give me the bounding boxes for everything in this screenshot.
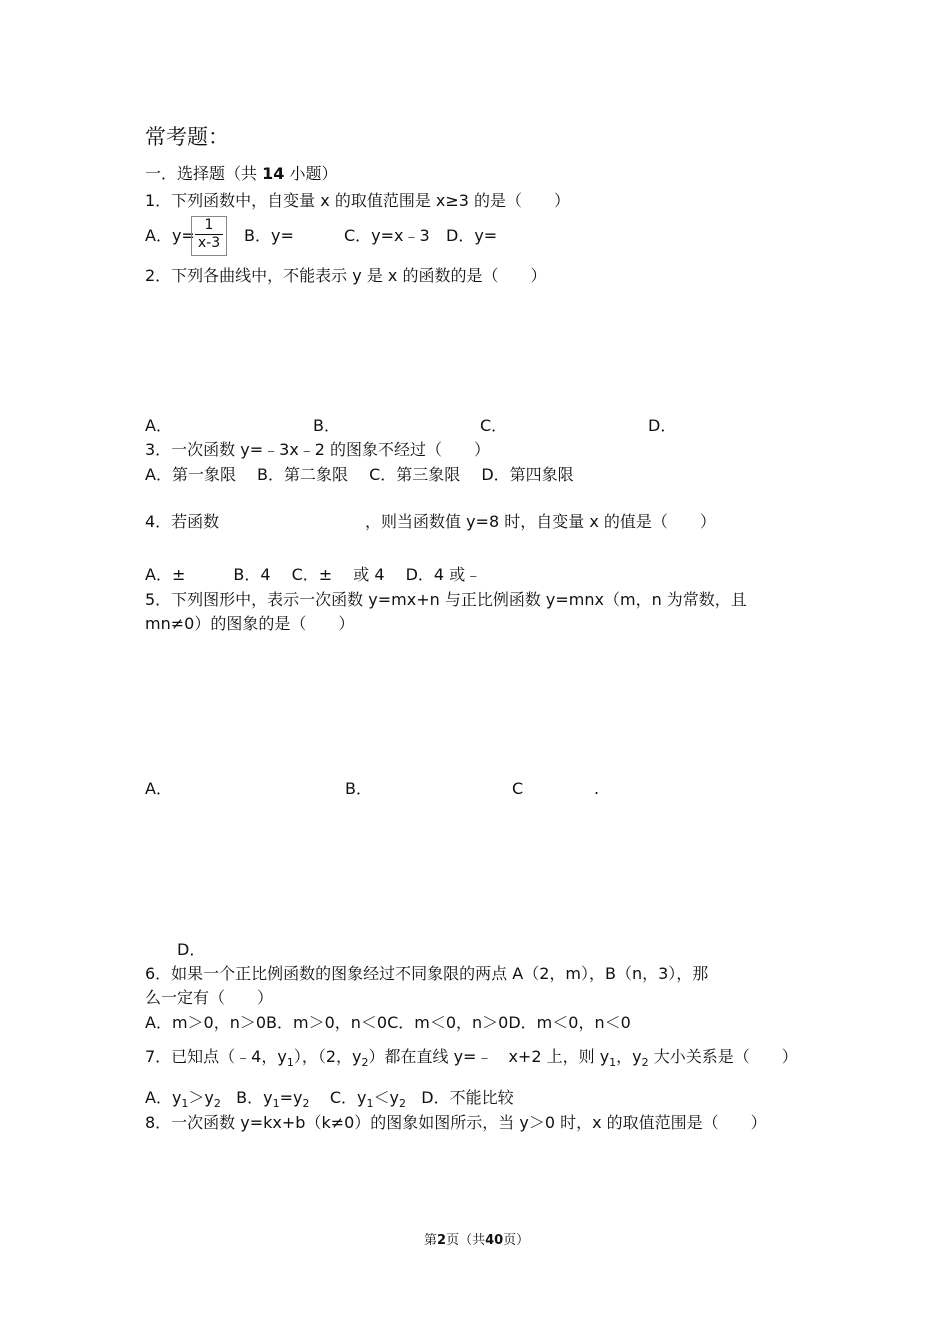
q1-fraction-image: [191, 216, 227, 256]
fraction-numerator: 1: [204, 217, 214, 233]
q2-option-c: C．: [480, 416, 508, 435]
q6-options: A．m＞0，n＞0B．m＞0，n＜0C．m＜0，n＞0D．m＜0，n＜0: [145, 1013, 631, 1032]
q7-option-b: B．$y_1=y_2$: [236, 1088, 310, 1111]
q5-option-c: C: [512, 779, 524, 798]
q5-option-a: A．: [145, 779, 172, 798]
page-footer: 第2页（共40页）: [424, 1233, 530, 1248]
footer-total-pages: 40: [485, 1233, 504, 1248]
q6-stem-line1: 6．如果一个正比例函数的图象经过不同象限的两点 A（2，m），B（n，3），那: [145, 964, 709, 983]
footer-page-number: 2: [437, 1233, 447, 1248]
q6-stem-line2: 么一定有（ ）: [145, 988, 274, 1007]
q4-stem-left: 4．若函数: [145, 512, 220, 531]
q1-option-a: A．y=: [145, 226, 195, 245]
page-heading: 常考题：: [145, 125, 229, 149]
q1-stem: 1．下列函数中，自变量 x 的取值范围是 x≥3 的是（ ）: [145, 191, 571, 210]
q3-stem: 3．一次函数 y=﹣3x﹣2 的图象不经过（ ）: [145, 440, 491, 459]
q4-stem-right: ，则当函数值 y=8 时，自变量 x 的值是（ ）: [365, 512, 716, 531]
q7-option-d: D．不能比较: [421, 1088, 514, 1107]
q5-stem-line2: mn≠0）的图象的是（ ）: [145, 614, 355, 633]
q5-stem-line1: 5．下列图形中，表示一次函数 y=mx+n 与正比例函数 y=mnx（m，n 为常数，且: [145, 590, 747, 609]
q8-stem: 8．一次函数 y=kx+b（k≠0）的图象如图所示，当 y＞0 时，x 的取值范围是（ ）: [145, 1113, 767, 1132]
q2-stem: 2．下列各曲线中，不能表示 y 是 x 的函数的是（ ）: [145, 266, 547, 285]
q3-options: A．第一象限 B．第二象限 C．第三象限 D．第四象限: [145, 465, 574, 484]
q2-option-d: D．: [648, 416, 677, 435]
section-title: 一．选择题（共 14 小题）: [145, 164, 338, 183]
q1-option-b: B．y=: [244, 226, 294, 245]
q2-option-a: A．: [145, 416, 172, 435]
q7-options: [145, 1088, 514, 1111]
q5-option-d: D．: [177, 940, 206, 959]
q7-stem: 7．已知点（﹣4，$y_1$），（2，$y_2$）都在直线 y=﹣ x+2 上，则 $y_1$，$y_2$ 大小关系是（ ）: [145, 1047, 798, 1070]
q4-options: A．± B．4 C．± 或 4 D．4 或﹣: [145, 565, 482, 584]
q2-option-b: B．: [313, 416, 340, 435]
q5-option-b: B．: [345, 779, 372, 798]
q5-option-c-dot: .: [594, 779, 600, 798]
q7-option-a: A．$y_1>y_2$: [145, 1088, 221, 1111]
question-count: 14: [262, 164, 285, 183]
q1-option-c: C．y=x﹣3: [344, 226, 430, 245]
fraction-denominator: x-3: [197, 235, 221, 251]
q7-option-c: C．$y_1<y_2$: [329, 1088, 406, 1111]
q1-option-d: D．y=: [446, 226, 498, 245]
